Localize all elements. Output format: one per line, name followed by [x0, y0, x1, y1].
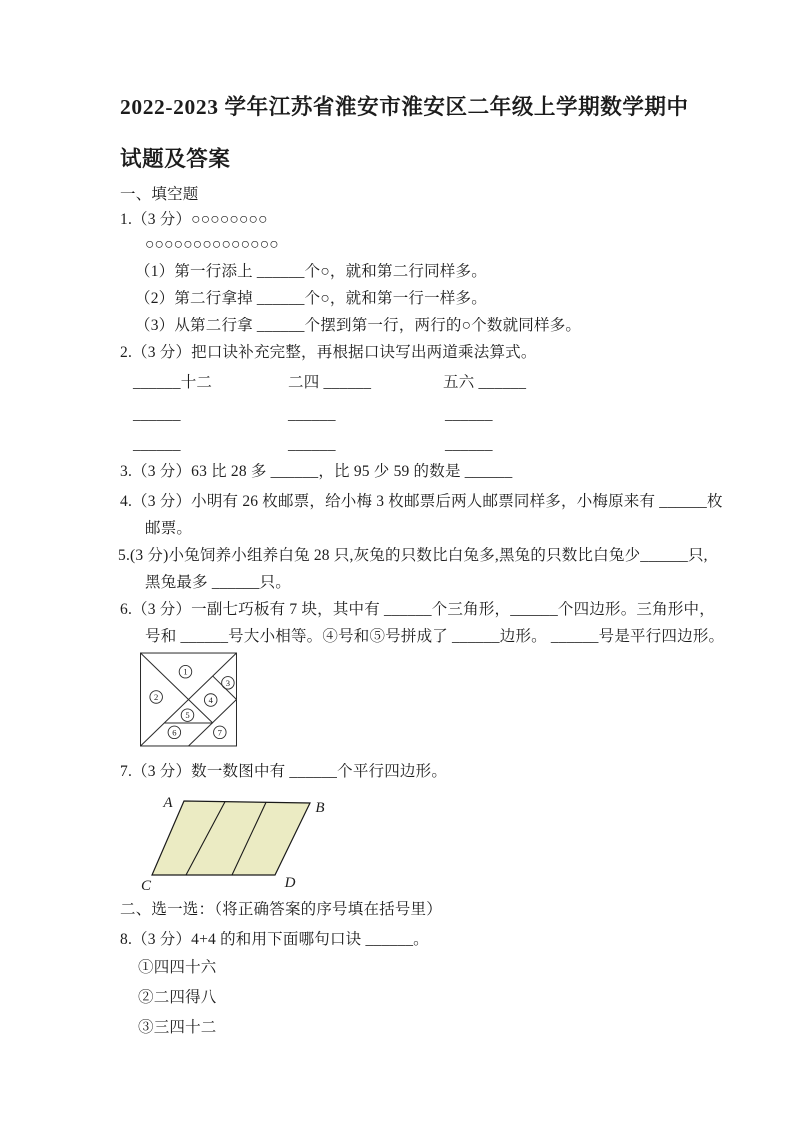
question-2-answer-blank: ______ [133, 406, 181, 423]
question-7-stem: 7.（3 分）数一数图中有 ______个平行四边形。 [120, 763, 448, 780]
exam-title-line-2: 试题及答案 [120, 147, 231, 171]
question-2-hint-col-1: ______十二 [133, 374, 213, 391]
question-4-line-1: 4.（3 分）小明有 26 枚邮票，给小梅 3 枚邮票后两人邮票同样多，小梅原来有 ______枚 [120, 493, 723, 510]
question-1-sub-1: （1）第一行添上 ______个○，就和第二行同样多。 [135, 263, 487, 280]
question-8-option-2: ②二四得八 [138, 989, 217, 1006]
question-2-hint-col-3: 五六 ______ [443, 374, 527, 391]
question-2-answer-blank: ______ [288, 406, 336, 423]
tangram-piece-6-label: 6 [172, 727, 177, 738]
question-2-answer-blank: ______ [445, 406, 493, 423]
question-1-sub-2: （2）第二行拿掉 ______个○，就和第一行一样多。 [135, 290, 487, 307]
parallelogram-corner-d-label: D [284, 875, 296, 891]
question-6-line-1: 6.（3 分）一副七巧板有 7 块，其中有 ______个三角形，______个四边形。三角形中， [120, 601, 715, 618]
parallelogram-corner-b-label: B [315, 800, 325, 816]
question-8-option-3: ③三四十二 [138, 1019, 217, 1036]
exam-title-line-1: 2022-2023 学年江苏省淮安市淮安区二年级上学期数学期中 [120, 95, 689, 119]
question-2-hint-col-2: 二四 ______ [288, 374, 372, 391]
question-8-option-1: ①四四十六 [138, 959, 217, 976]
tangram-piece-7-label: 7 [217, 727, 222, 738]
section-2-heading: 二、选一选：（将正确答案的序号填在括号里） [120, 901, 442, 918]
question-2-answer-blank: ______ [288, 436, 336, 453]
tangram-piece-5-label: 5 [185, 710, 190, 721]
tangram-figure [140, 652, 237, 747]
question-5-line-1: 5.(3 分)小兔饲养小组养白兔 28 只,灰兔的只数比白兔多,黑兔的只数比白兔少______只, [118, 547, 708, 564]
question-6-line-2: 号和 ______号大小相等。④号和⑤号拼成了 ______边形。 ______号是平行四边形。 [145, 628, 725, 645]
question-1-sub-3: （3）从第二行拿 ______个摆到第一行，两行的○个数就同样多。 [135, 317, 582, 334]
parallelogram-shape [152, 801, 310, 875]
parallelogram-corner-c-label: C [140, 878, 152, 894]
question-2-answer-blank: ______ [133, 436, 181, 453]
question-1-circles-row-2: ○○○○○○○○○○○○○○ [145, 236, 279, 253]
tangram-piece-4-label: 4 [208, 695, 213, 706]
question-4-line-2: 邮票。 [145, 520, 193, 537]
question-1-stem-circles-row-1: 1.（3 分）○○○○○○○○ [120, 211, 268, 228]
question-8-stem: 8.（3 分）4+4 的和用下面哪句口诀 ______。 [120, 931, 429, 948]
question-2-stem: 2.（3 分）把口诀补充完整，再根据口诀写出两道乘法算式。 [120, 344, 537, 361]
parallelogram-figure [136, 786, 331, 894]
question-3-stem: 3.（3 分）63 比 28 多 ______，比 95 少 59 的数是 ______ [120, 463, 513, 480]
question-5-line-2: 黑兔最多 ______只。 [145, 574, 291, 591]
tangram-piece-3-label: 3 [225, 677, 231, 688]
section-1-heading: 一、填空题 [120, 186, 199, 203]
tangram-piece-1-label: 1 [183, 666, 188, 677]
tangram-half-diagonal-line [141, 653, 213, 723]
question-2-answer-blank: ______ [445, 436, 493, 453]
tangram-piece-2-label: 2 [154, 692, 159, 703]
parallelogram-corner-a-label: A [163, 795, 173, 811]
